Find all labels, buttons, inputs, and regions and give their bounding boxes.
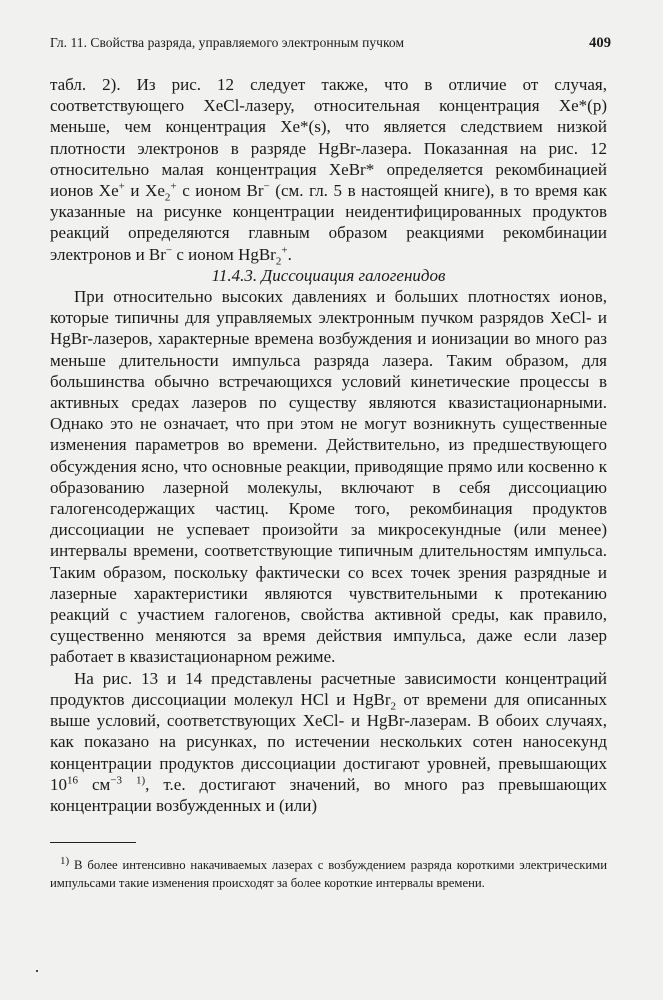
subsection-title: 11.4.3. Диссоциация галогенидов [211,265,446,285]
footnote-reference[interactable]: 1) [135,774,146,787]
main-text [50,74,607,816]
footnote-divider [50,842,136,843]
paragraph-figures: На рис. 13 и 14 представлены расчетные зависимости концентраций продуктов диссоциации молекул HCl и HgBr$_2$ от времени для описанных выше условий, соответствующих XeCl- и HgBr-лазерам. В обоих случаях, как показано на рисунках, по истечении нескольких сотен наносекунд концентрации продуктов диссоциации достигают уровней, превышающих $10^{16}$ $см^{-3}$ $^{1)}$, т.е. достигают значений, во много раз превышающих концентрации возбужденных и (или) [50,668,607,815]
footnote-mark: 1) [60,854,70,867]
paragraph-dissociation: При относительно высоких давлениях и больших плотностях ионов, которые типичны для управляемых электронным пучком разрядов XeCl- и HgBr-лазеров, характерные времена возбуждения и ионизации во много раз меньше длительности импульса разряда лазера. Таким образом, для большинства обычно встречающихся условий кинетические процессы в активных средах лазеров по существу являются квазистационарными. Однако это не означает, что при этом не могут возникнуть существенные изменения параметров во времени. Действительно, из предшествующего обсуждения ясно, что основные реакции, приводящие прямо или косвенно к образованию лазерной молекулы, включают в себя диссоциацию галогенсодержащих частиц. Кроме того, рекомбинация продуктов диссоциации не успевает произойти за микросекундные (или менее) интервалы времени, соответствующие типичным длительностям импульса. Таким образом, поскольку фактически со всех точек зрения разрядные и лазерные характеристики являются чувствительными к протеканию реакций с участием галогенов, свойства активной среды, как правило, существенно меняются за время действия импульса, даже если лазер работает в квазистационарном режиме. [50,287,607,667]
scan-speck [36,970,38,972]
running-title: Гл. 11. Свойства разряда, управляемого электронным пучком [50,35,405,50]
page-number: 409 [589,35,611,51]
paragraph-continued: табл. 2). Из рис. 12 следует также, что в отличие от случая, соответствующего XeCl-лазеру, относительная концентрация Xe*(p) меньше, чем концентрация Xe*(s), что является следствием низкой плотности электронов в разряде HgBr-лазера. Показанная на рис. 12 относительно малая концентрация XeBr* определяется рекомбинацией ионов Xe+ и $Xe_2^+$ с ионом Br− (см. гл. 5 в настоящей книге), в то время как указанные на рисунке концентрации неидентифицированных продуктов реакций определяются главным образом реакциями рекомбинации электронов и Br− с ионом HgBr$_2$+. [50,75,607,268]
footnote [50,856,607,892]
footnote-text: В более интенсивно накачиваемых лазерах с возбуждением разряда короткими электрическими импульсами такие изменения происходят за более короткие интервалы времени. [50,858,607,890]
